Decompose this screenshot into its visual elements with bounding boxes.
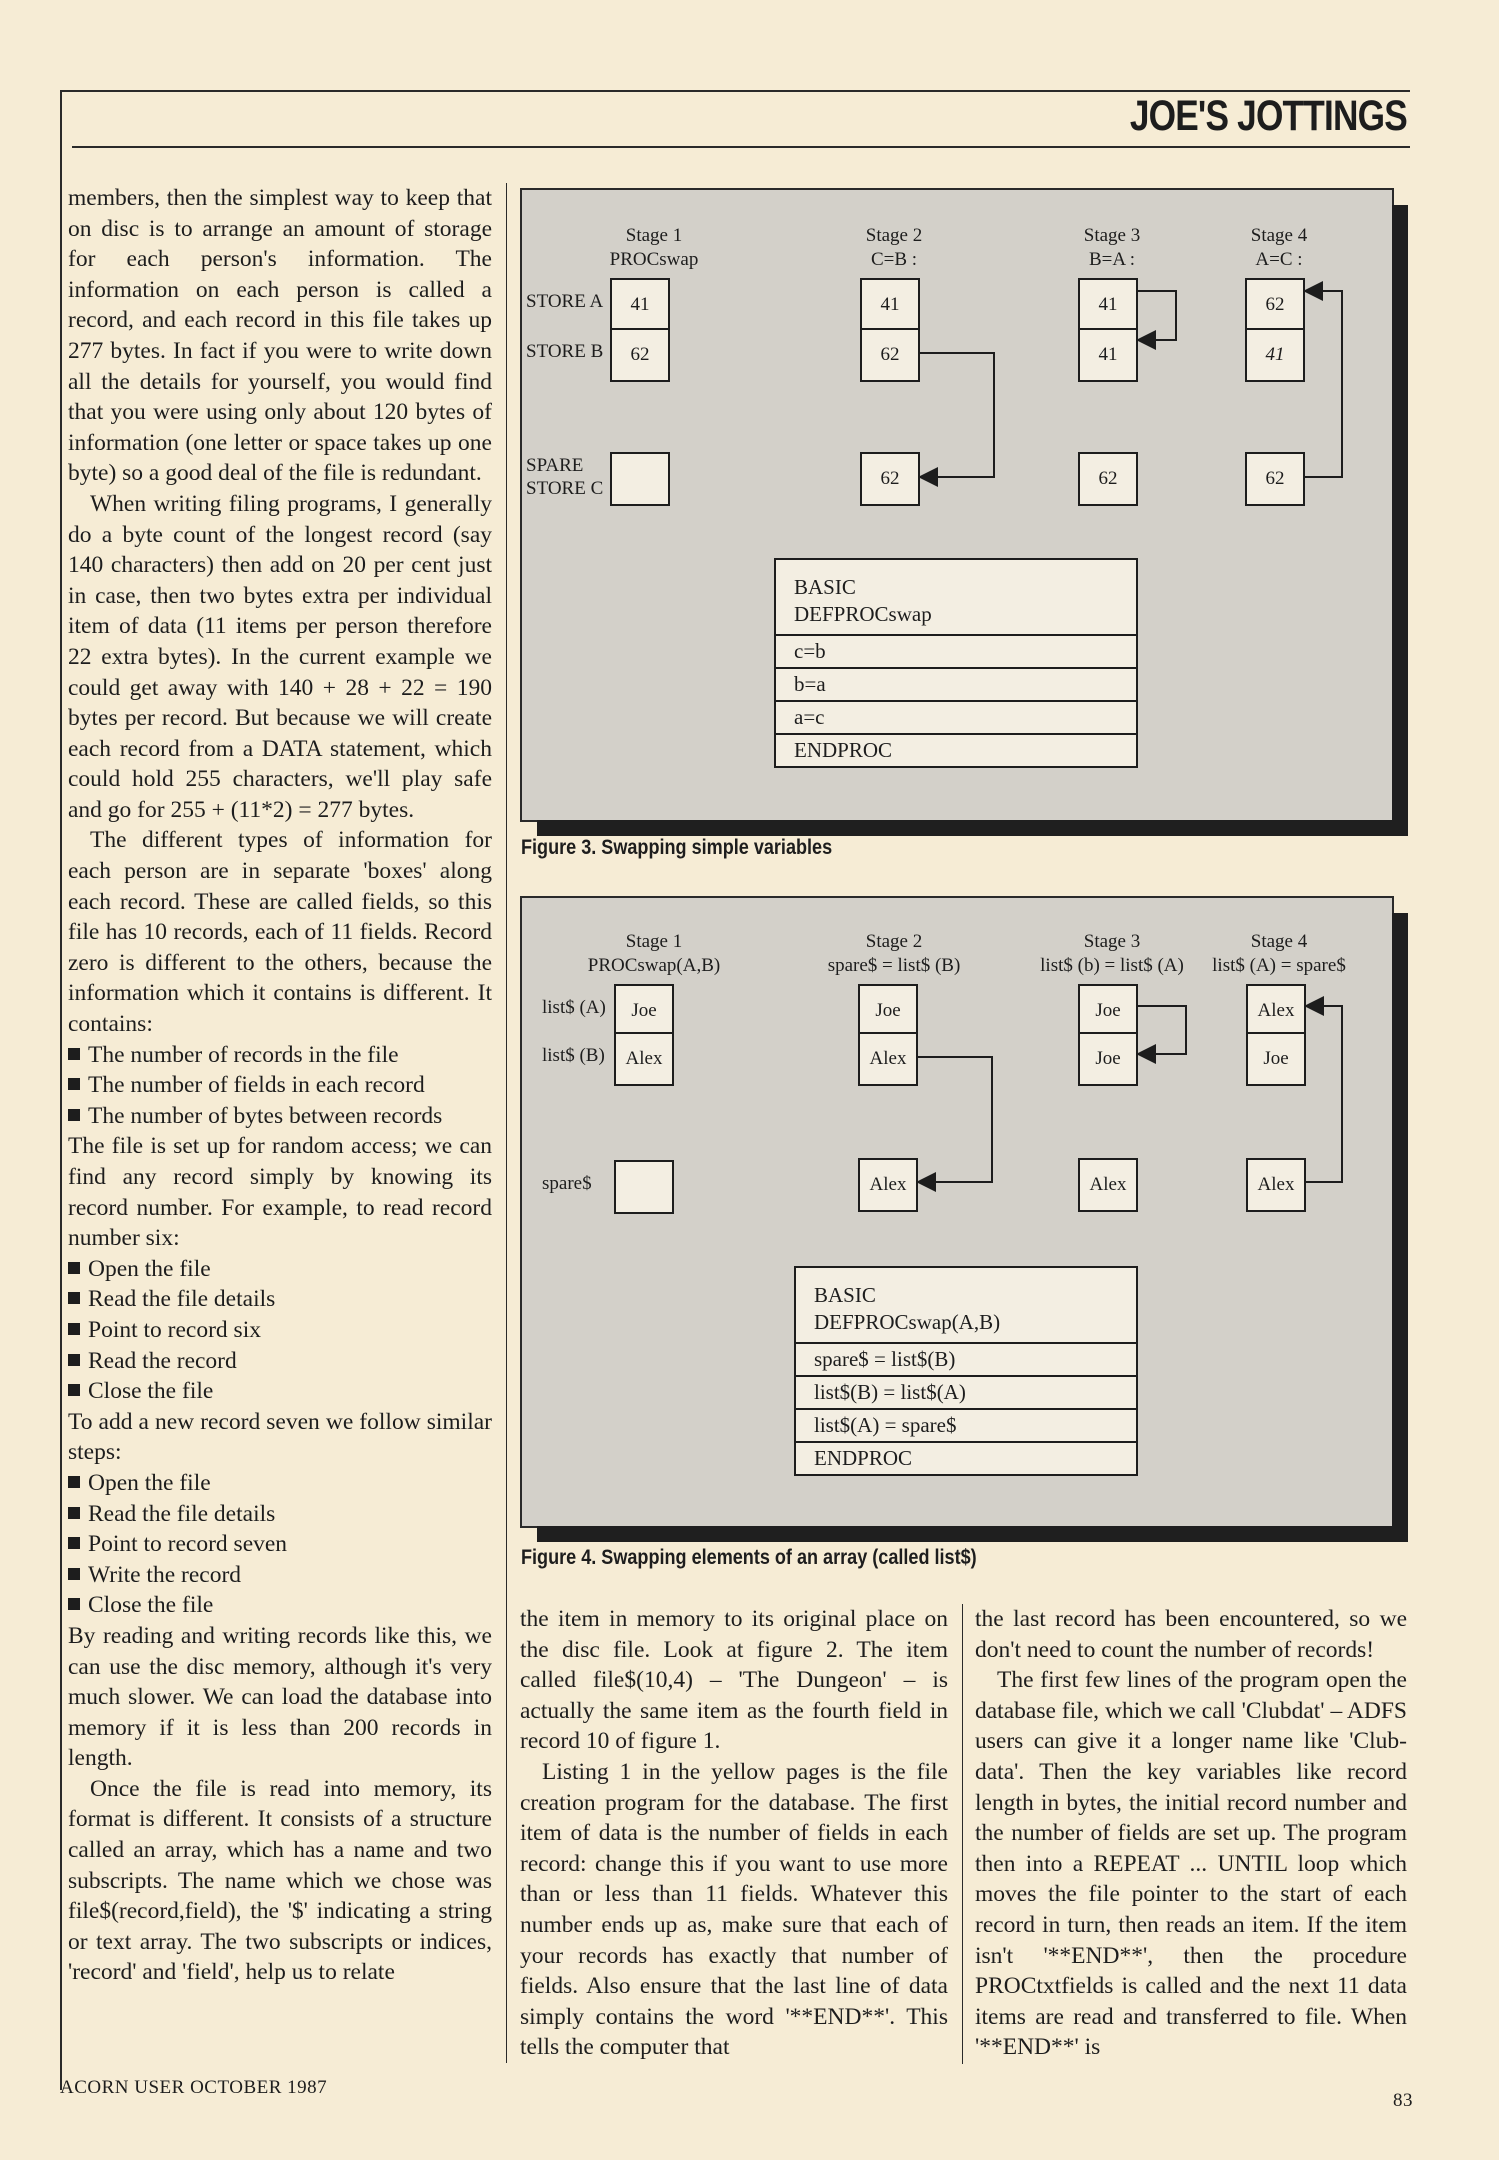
fig3-s2-store-a: 41 xyxy=(860,278,920,332)
fig3-arrow-c-to-a xyxy=(1303,291,1342,477)
bullet-item: Read the record xyxy=(68,1346,492,1377)
bullet-square-icon xyxy=(68,1354,80,1366)
fig4-code-line: list$(A) = spare$ xyxy=(796,1408,1136,1441)
fig3-stage3-sub: B=A : xyxy=(1088,249,1136,270)
left-column-text xyxy=(68,183,492,1988)
paragraph: the last record has been encountered, so we don't need to count the number of records! xyxy=(975,1606,1407,1663)
fig3-s3-store-a: 41 xyxy=(1078,278,1138,332)
bullet-item: Point to record seven xyxy=(68,1529,492,1560)
fig3-code-block xyxy=(774,558,1138,768)
fig3-stage4-sub: A=C : xyxy=(1255,249,1303,270)
bullet-square-icon xyxy=(68,1598,80,1610)
paragraph: Once the file is read into memory, its format is different. It consists of a structure called an array, which has a name and two subscripts. The name which we chose was file$(record,field), the '$' indicating a string or text array. The two subscripts or indices, 'record' and 'field', help us to relate xyxy=(68,1775,492,1986)
fig3-row-label-a: STORE A xyxy=(526,291,604,312)
bullet-item: Open the file xyxy=(68,1468,492,1499)
fig4-code-head2: DEFPROCswap(A,B) xyxy=(814,1310,1001,1334)
fig4-stage4-sub: list$ (A) = spare$ xyxy=(1212,955,1346,976)
bullet-square-icon xyxy=(68,1262,80,1274)
bullet-item: Close the file xyxy=(68,1590,492,1621)
fig4-code-line: list$(B) = list$(A) xyxy=(796,1375,1136,1408)
fig3-code-line: a=c xyxy=(776,700,1136,733)
paragraph: The different types of information for each person are in separate 'boxes' along each record. These are called fields, so this file has 10 records, each of 11 fields. Record zero is different to the others, because the information which it contains is different. It contains: xyxy=(68,827,492,1038)
fig3-code-head2: DEFPROCswap xyxy=(794,602,932,626)
paragraph: the item in memory to its original place on the disc file. Look at figure 2. The item called file$(10,4) – 'The Dungeon' – is actually the same item as the fourth field in record 10 of figure 1. xyxy=(520,1606,948,1755)
fig3-code-line: ENDPROC xyxy=(776,733,1136,766)
fig4-code-line: ENDPROC xyxy=(796,1441,1136,1474)
fig3-code-line: c=b xyxy=(776,634,1136,667)
bullet-item: The number of fields in each record xyxy=(68,1070,492,1101)
paragraph: The first few lines of the program open the database file, which we call 'Clubdat' – ADFS users can give it a longer name like 'Club-data'. Then the key variables like record length in bytes, the initial record number and the number of fields are set up. The program then into a REPEAT ... UNTIL loop which moves the file pointer to the start of each record in turn, then reads an item. If the item isn't '**END**', then the procedure PROCtxtfields is called and the next 11 data items are read and transferred to file. When '**END**' is xyxy=(975,1667,1407,2061)
fig4-code-block xyxy=(794,1266,1138,1476)
figure-4-shadow-right xyxy=(1392,913,1408,1541)
fig4-s3-spare: Alex xyxy=(1078,1158,1138,1212)
fig3-stage1-sub: PROCswap xyxy=(609,249,699,270)
fig3-arrow-b-to-c xyxy=(918,353,994,477)
figure-4 xyxy=(520,896,1394,1528)
fig3-stage2-sub: C=B : xyxy=(870,249,918,270)
fig4-s3-list-a: Joe xyxy=(1078,984,1138,1038)
figure-3-shadow-right xyxy=(1392,205,1408,835)
paragraph: The file is set up for random access; we can find any record simply by knowing its record number. For example, to read record number six: xyxy=(68,1133,492,1252)
figure-3-caption: Figure 3. Swapping simple variables xyxy=(521,836,833,859)
paragraph: By reading and writing records like this, we can use the disc memory, although it's very much slower. We can load the database into memory if it is less than 200 records in length. xyxy=(68,1622,492,1772)
bullet-item: Read the file details xyxy=(68,1499,492,1530)
bullet-item: The number of records in the file xyxy=(68,1040,492,1071)
fig4-stage3-sub: list$ (b) = list$ (A) xyxy=(1040,955,1184,976)
fig4-code-head1: BASIC xyxy=(814,1283,876,1307)
bullet-square-icon xyxy=(68,1292,80,1304)
bullet-square-icon xyxy=(68,1476,80,1488)
fig3-row-label-c2: STORE C xyxy=(526,478,604,499)
fig3-arrow-a-to-b xyxy=(1136,291,1176,340)
right-column-text xyxy=(975,1604,1407,2063)
bullet-square-icon xyxy=(68,1048,80,1060)
column-divider-right xyxy=(962,1604,963,2064)
bullet-item: Write the record xyxy=(68,1560,492,1591)
bullet-item: Close the file xyxy=(68,1376,492,1407)
fig3-s2-store-c: 62 xyxy=(860,452,920,506)
fig4-s1-list-a: Joe xyxy=(614,984,674,1038)
fig3-stage2-title: Stage 2 xyxy=(865,225,923,246)
fig4-s4-list-a: Alex xyxy=(1246,984,1306,1038)
bullet-item: Read the file details xyxy=(68,1284,492,1315)
fig3-s1-store-a: 41 xyxy=(610,278,670,332)
fig4-stage1-sub: PROCswap(A,B) xyxy=(587,955,721,976)
fig4-stage2-title: Stage 2 xyxy=(865,931,923,952)
column-divider-left xyxy=(506,183,507,2063)
page-number: 83 xyxy=(1393,2090,1413,2111)
fig3-s3-store-b: 41 xyxy=(1078,328,1138,382)
fig4-s2-list-b: Alex xyxy=(858,1032,918,1086)
fig3-stage3-title: Stage 3 xyxy=(1083,225,1141,246)
bullet-square-icon xyxy=(68,1537,80,1549)
fig4-s1-list-b: Alex xyxy=(614,1032,674,1086)
figure-4-caption: Figure 4. Swapping elements of an array (called list$) xyxy=(521,1546,977,1569)
fig4-arrow-a-to-b xyxy=(1136,1006,1186,1054)
figure-3-shadow-bottom xyxy=(537,820,1408,836)
fig3-s4-store-b: 41 xyxy=(1245,328,1305,382)
middle-column-text xyxy=(520,1604,948,2063)
bullet-square-icon xyxy=(68,1507,80,1519)
fig3-row-label-c1: SPARE xyxy=(526,455,584,476)
paragraph: Listing 1 in the yellow pages is the file creation program for the database. The first item of data is the number of fields in each record: change this if you want to use more than or less than 11 fields. Whatever this number ends up as, make sure that each of your records has exactly that number of fields. Also ensure that the last line of data simply contains the word '**END**'. This tells the computer that xyxy=(520,1758,948,2061)
fig4-s4-spare: Alex xyxy=(1246,1158,1306,1212)
fig3-s4-store-a: 62 xyxy=(1245,278,1305,332)
fig4-stage4-title: Stage 4 xyxy=(1250,931,1308,952)
fig3-code-head1: BASIC xyxy=(794,575,856,599)
fig4-row-label-c: spare$ xyxy=(542,1173,592,1194)
figure-3 xyxy=(520,188,1394,822)
bullet-item: Point to record six xyxy=(68,1315,492,1346)
header-underline xyxy=(72,146,1410,148)
bullet-square-icon xyxy=(68,1078,80,1090)
figure-4-shadow-bottom xyxy=(537,1526,1408,1542)
fig4-s2-list-a: Joe xyxy=(858,984,918,1038)
fig4-code-line: spare$ = list$(B) xyxy=(796,1342,1136,1375)
section-title: JOE'S JOTTINGS xyxy=(1129,92,1407,140)
paragraph: members, then the simplest way to keep that on disc is to arrange an amount of storage for each person's information. The information on each person is called a record, and each record in this file takes up 277 bytes. In fact if you were to write down all the details for yourself, you would find that you were using only about 120 bytes of information (one letter or space takes up one byte) so a good deal of the file is redundant. xyxy=(68,185,492,487)
fig4-row-label-a: list$ (A) xyxy=(542,997,606,1018)
fig3-stage4-title: Stage 4 xyxy=(1250,225,1308,246)
fig3-s2-store-b: 62 xyxy=(860,328,920,382)
fig3-s1-store-b: 62 xyxy=(610,328,670,382)
fig4-arrow-spare-to-a xyxy=(1304,1006,1342,1182)
bullet-square-icon xyxy=(68,1109,80,1121)
footer-magazine-issue: ACORN USER OCTOBER 1987 xyxy=(60,2077,328,2098)
bullet-square-icon xyxy=(68,1568,80,1580)
fig4-stage1-title: Stage 1 xyxy=(625,931,683,952)
fig4-stage3-title: Stage 3 xyxy=(1083,931,1141,952)
bullet-square-icon xyxy=(68,1323,80,1335)
bullet-square-icon xyxy=(68,1384,80,1396)
paragraph: When writing filing programs, I generally do a byte count of the longest record (say 140 characters) then add on 20 per cent just in case, then two bytes extra per individual item of data (11 items per person therefore 22 extra bytes). In the current example we could get away with 140 + 28 + 22 = 190 bytes per record. But because we will create each record from a DATA statement, which could hold 255 characters, we'll play safe and go for 255 + (11*2) = 277 bytes. xyxy=(68,490,492,823)
paragraph: To add a new record seven we follow similar steps: xyxy=(68,1408,492,1466)
fig3-stage1-title: Stage 1 xyxy=(625,225,683,246)
fig4-arrow-b-to-spare xyxy=(916,1057,992,1182)
fig3-row-label-b: STORE B xyxy=(526,341,604,362)
bullet-item: Open the file xyxy=(68,1254,492,1285)
fig3-s3-store-c: 62 xyxy=(1078,452,1138,506)
fig4-s2-spare: Alex xyxy=(858,1158,918,1212)
left-margin-rule xyxy=(60,90,62,2090)
fig4-s4-list-b: Joe xyxy=(1246,1032,1306,1086)
fig4-stage2-sub: spare$ = list$ (B) xyxy=(827,955,961,976)
bullet-item: The number of bytes between records xyxy=(68,1101,492,1132)
fig4-row-label-b: list$ (B) xyxy=(542,1045,605,1066)
fig3-s4-store-c: 62 xyxy=(1245,452,1305,506)
fig4-s3-list-b: Joe xyxy=(1078,1032,1138,1086)
fig3-code-line: b=a xyxy=(776,667,1136,700)
